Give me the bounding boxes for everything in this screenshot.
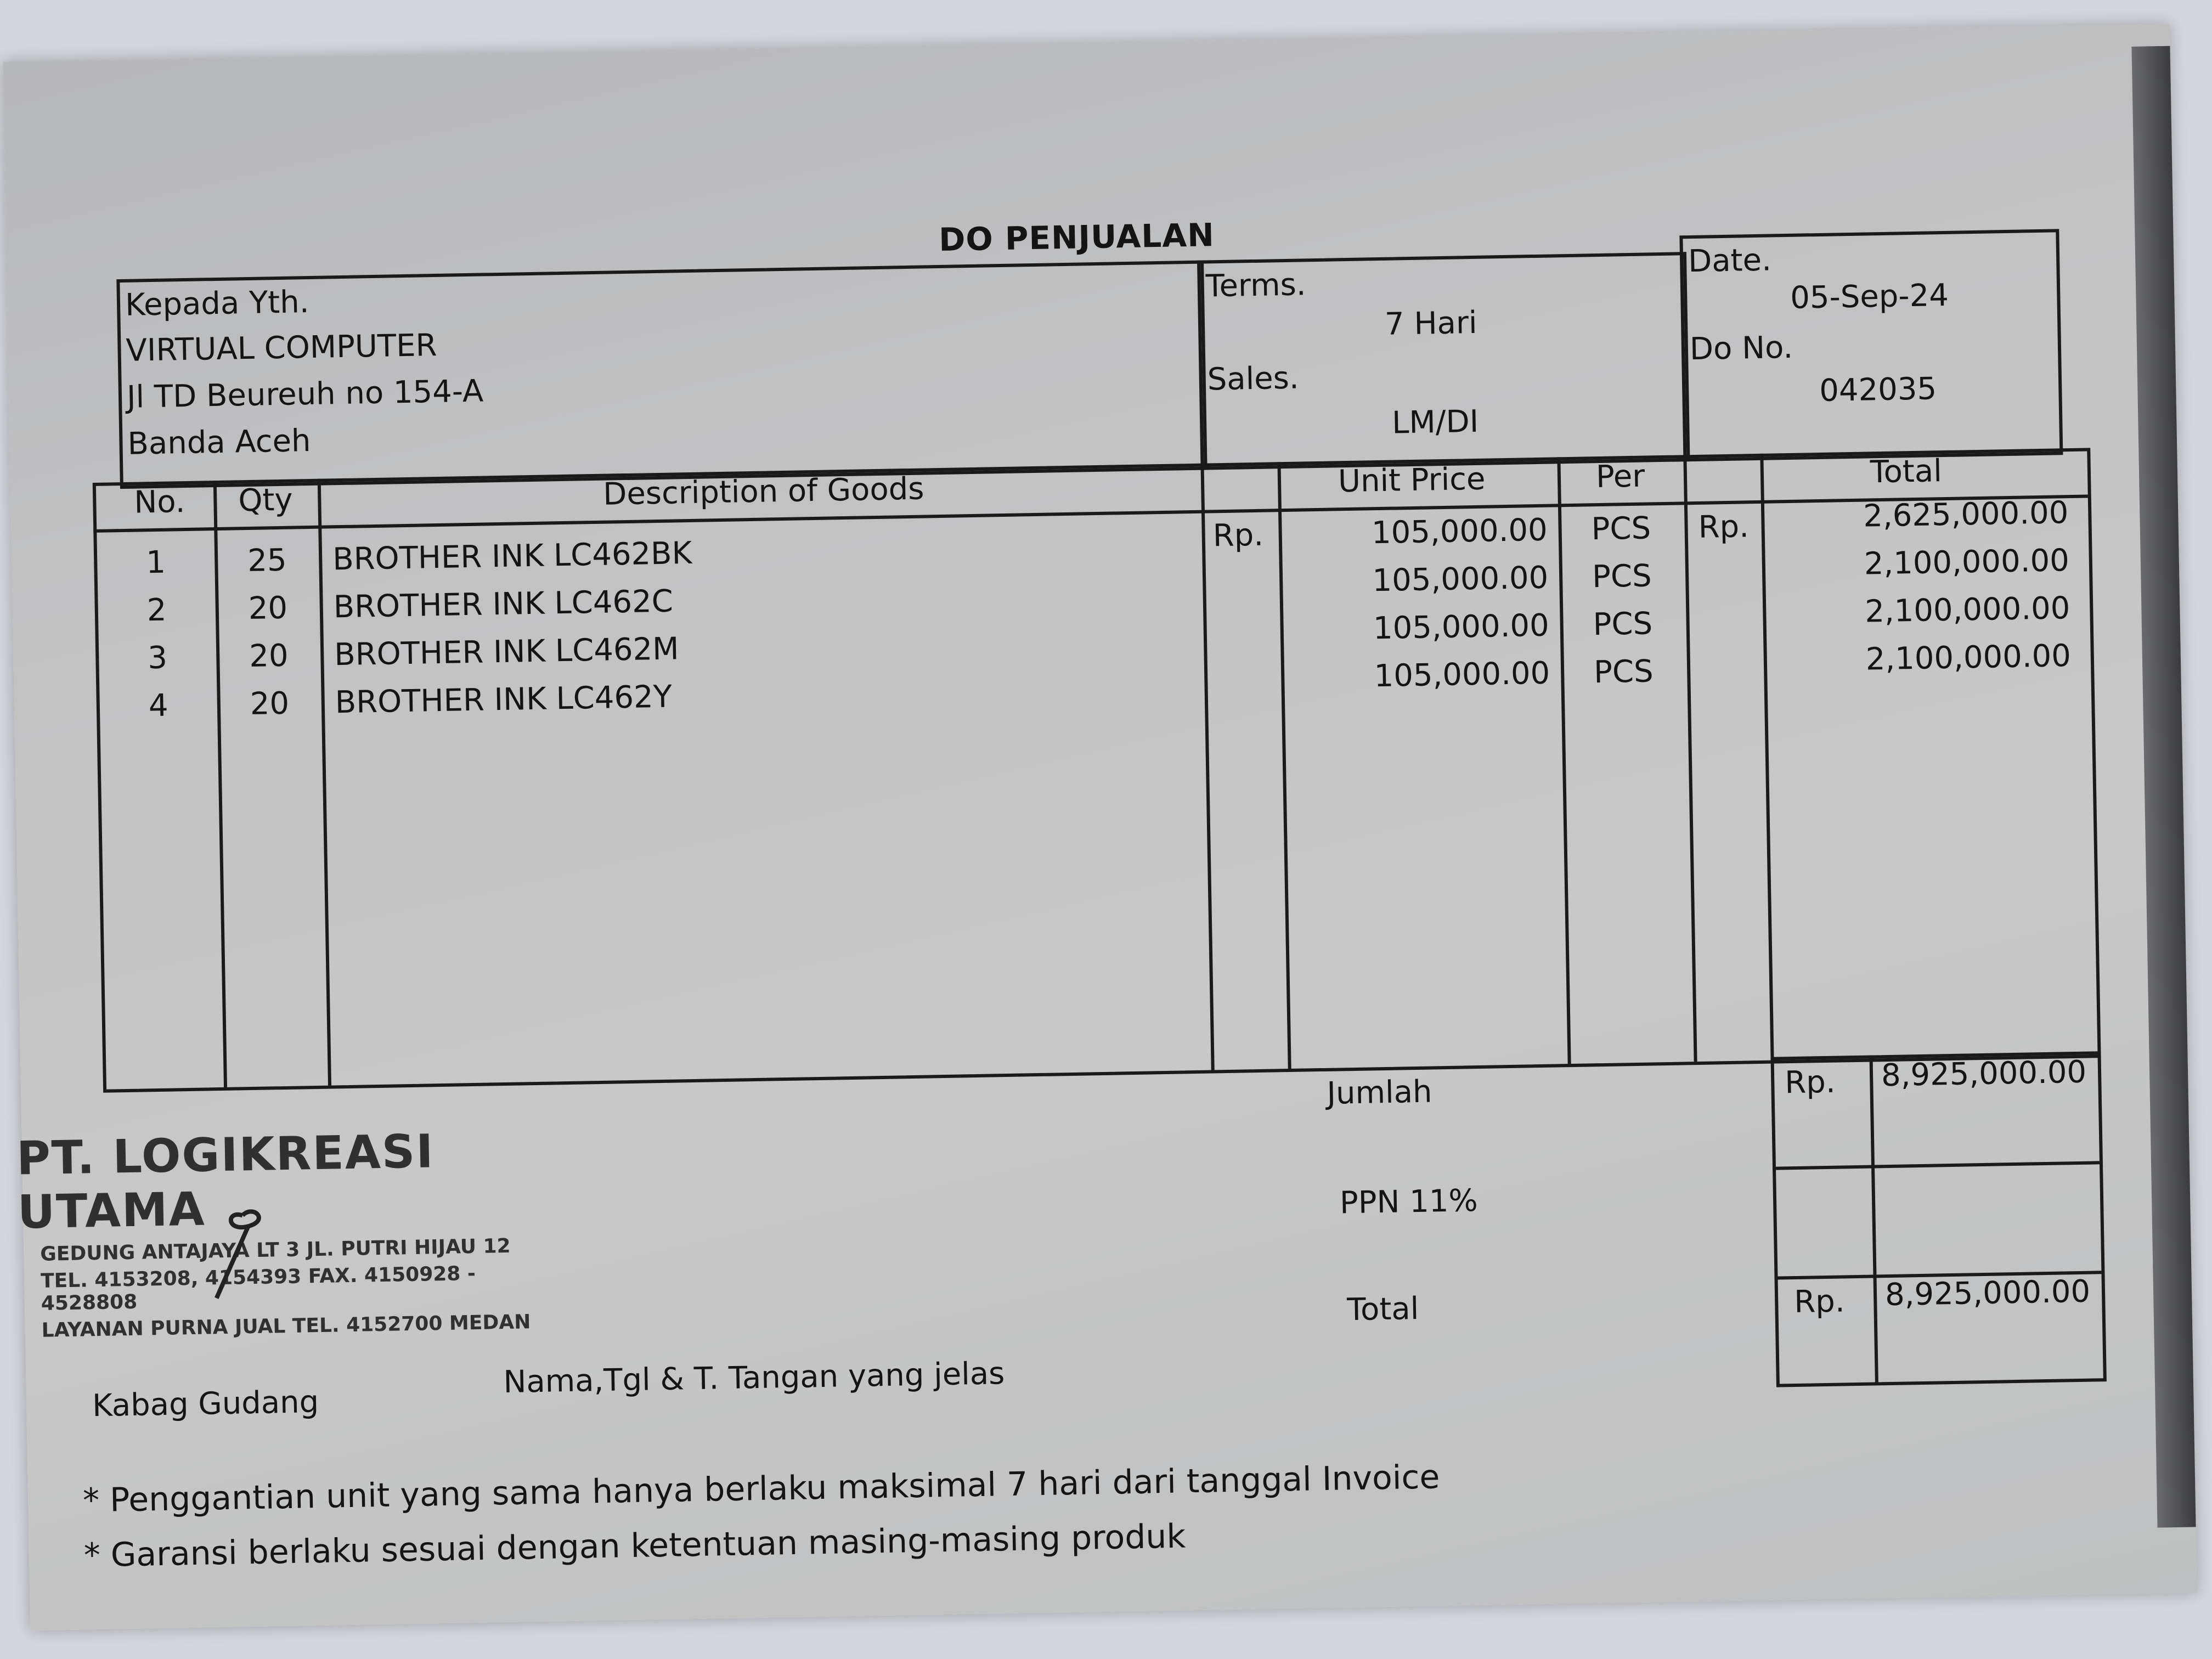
- item-qty: 20: [250, 685, 290, 722]
- col-header-no: No.: [133, 484, 185, 521]
- do-no-value: 042035: [1819, 371, 1937, 409]
- item-per: PCS: [1592, 558, 1652, 595]
- item-no: 3: [147, 640, 168, 676]
- item-total: 2,625,000.00: [1863, 495, 2069, 534]
- item-qty: 20: [248, 590, 288, 627]
- recipient-label: Kepada Yth.: [125, 284, 310, 323]
- item-per: PCS: [1591, 510, 1651, 548]
- item-total: 2,100,000.00: [1864, 590, 2070, 630]
- item-description: BROTHER INK LC462Y: [335, 679, 673, 721]
- note-replacement-policy: * Penggantian unit yang sama hanya berlaku maksimal 7 hari dari tanggal Invoice: [82, 1458, 1440, 1520]
- jumlah-label: Jumlah: [1326, 1074, 1433, 1111]
- signature-mark: [204, 1192, 304, 1304]
- terms-label: Terms.: [1205, 267, 1307, 304]
- paper-shadow-edge: [2131, 46, 2196, 1528]
- item-description: BROTHER INK LC462M: [334, 631, 680, 673]
- sales-value: LM/DI: [1391, 403, 1479, 441]
- total-currency: Rp.: [1793, 1283, 1846, 1321]
- stamp-address-line: GEDUNG ANTAJAYA LT 3 JL. PUTRI HIJAU 12: [40, 1234, 511, 1266]
- date-value: 05-Sep-24: [1790, 277, 1949, 316]
- item-no: 1: [145, 544, 166, 581]
- ppn-label: PPN 11%: [1339, 1183, 1479, 1221]
- recipient-name: VIRTUAL COMPUTER: [126, 327, 437, 369]
- item-qty: 25: [247, 542, 287, 579]
- stamp-phone-line: TEL. 4153208, 4154393 FAX. 4150928 - 4528808: [40, 1262, 476, 1315]
- jumlah-currency: Rp.: [1784, 1064, 1836, 1101]
- col-header-qty: Qty: [238, 482, 294, 519]
- total-label: Total: [1346, 1290, 1419, 1328]
- company-stamp: [16, 1122, 568, 1342]
- item-unit-price: 105,000.00: [1371, 512, 1548, 551]
- recipient-address: Jl TD Beureuh no 154-A: [126, 373, 484, 415]
- jumlah-value: 8,925,000.00: [1881, 1054, 2087, 1094]
- stamp-company-name: PT. LOGIKREASI UTAMA: [16, 1124, 435, 1239]
- currency-label-total: Rp.: [1698, 509, 1750, 545]
- item-unit-price: 105,000.00: [1374, 655, 1550, 695]
- item-unit-price: 105,000.00: [1372, 560, 1549, 599]
- delivery-order-paper: [3, 24, 2197, 1631]
- item-no: 2: [146, 592, 167, 629]
- recipient-city: Banda Aceh: [127, 423, 312, 462]
- kabag-gudang-label: Kabag Gudang: [92, 1384, 319, 1424]
- do-no-label: Do No.: [1689, 329, 1793, 368]
- summary-box: [1770, 1051, 2106, 1387]
- item-unit-price: 105,000.00: [1373, 607, 1550, 647]
- item-description: BROTHER INK LC462C: [333, 583, 674, 625]
- date-label: Date.: [1688, 242, 1772, 280]
- item-qty: 20: [249, 637, 289, 675]
- item-per: PCS: [1593, 606, 1653, 643]
- currency-label-price: Rp.: [1212, 517, 1264, 554]
- item-total: 2,100,000.00: [1864, 543, 2070, 582]
- note-warranty-policy: * Garansi berlaku sesuai dengan ketentuan masing-masing produk: [83, 1517, 1186, 1575]
- col-header-description: Description of Goods: [602, 471, 924, 512]
- item-description: BROTHER INK LC462BK: [332, 535, 692, 578]
- col-header-unit-price: Unit Price: [1338, 461, 1486, 500]
- col-header-per: Per: [1595, 458, 1645, 495]
- item-no: 4: [148, 687, 169, 724]
- col-header-total: Total: [1870, 453, 1943, 490]
- terms-value: 7 Hari: [1384, 304, 1478, 342]
- total-value: 8,925,000.00: [1884, 1273, 2091, 1313]
- item-total: 2,100,000.00: [1865, 638, 2072, 678]
- signature-instruction: Nama,Tgl & T. Tangan yang jelas: [503, 1356, 1005, 1401]
- stamp-service-line: LAYANAN PURNA JUAL TEL. 4152700 MEDAN: [41, 1311, 531, 1342]
- item-per: PCS: [1593, 653, 1654, 691]
- sales-label: Sales.: [1207, 360, 1300, 398]
- document-title: DO PENJUALAN: [938, 216, 1215, 258]
